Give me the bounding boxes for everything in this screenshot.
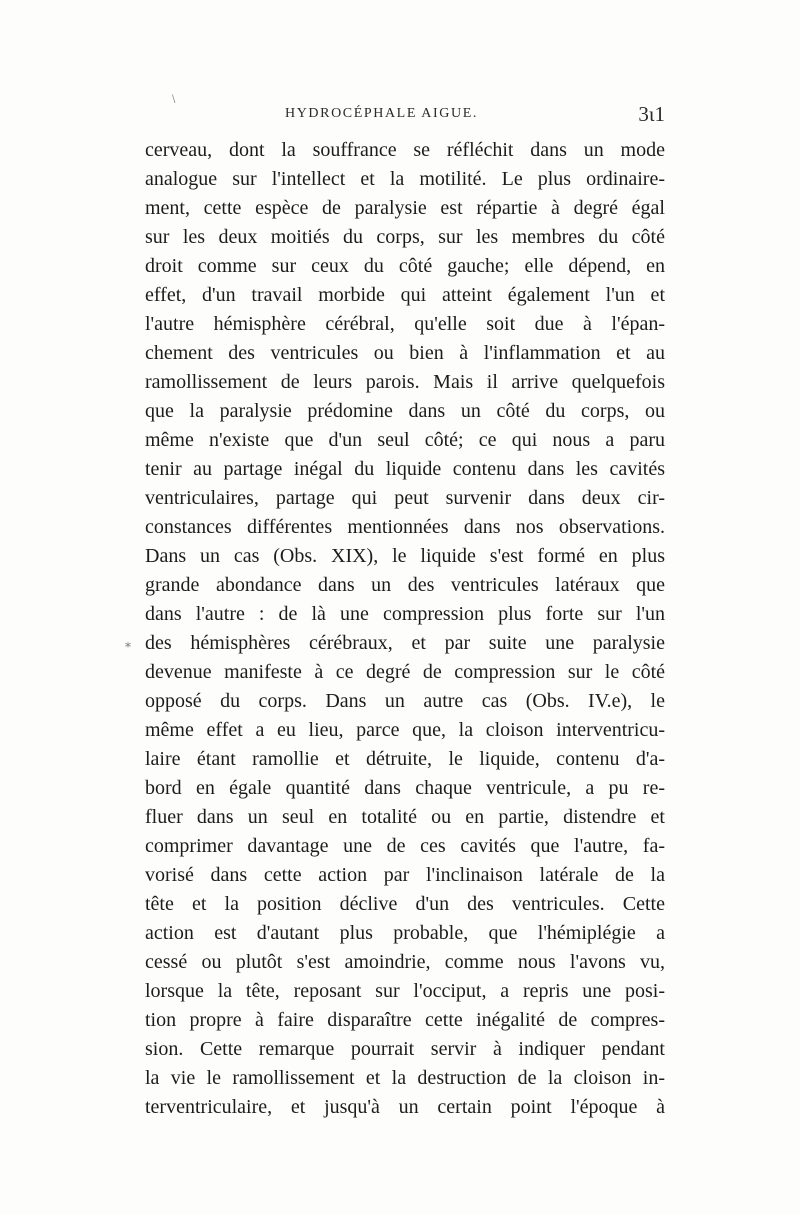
text-line: ventriculaires, partage qui peut survenir dans deux cir- [145, 487, 665, 509]
text-line: sion. Cette remarque pourrait servir à indiquer pendant [145, 1038, 665, 1060]
text-line: sur les deux moitiés du corps, sur les membres du côté [145, 226, 665, 248]
text-line: tenir au partage inégal du liquide contenu dans les cavités [145, 458, 665, 480]
text-line: des hémisphères cérébraux, et par suite une paralysie [145, 632, 665, 654]
text-line: l'autre hémisphère cérébral, qu'elle soit due à l'épan- [145, 313, 665, 335]
text-line: comprimer davantage une de ces cavités que l'autre, fa- [145, 835, 665, 857]
text-line: ment, cette espèce de paralysie est répartie à degré égal [145, 197, 665, 219]
text-line: la vie le ramollissement et la destruction de la cloison in- [145, 1067, 665, 1089]
text-line: analogue sur l'intellect et la motilité. Le plus ordinaire- [145, 168, 665, 190]
running-title: HYDROCÉPHALE AIGUE. [285, 106, 478, 121]
text-line: effet, d'un travail morbide qui atteint également l'un et [145, 284, 665, 306]
text-line: même n'existe que d'un seul côté; ce qui nous a paru [145, 429, 665, 451]
text-line: que la paralysie prédomine dans un côté du corps, ou [145, 400, 665, 422]
text-line: bord en égale quantité dans chaque ventricule, a pu re- [145, 777, 665, 799]
text-line: vorisé dans cette action par l'inclinaison latérale de la [145, 864, 665, 886]
text-line: cessé ou plutôt s'est amoindrie, comme nous l'avons vu, [145, 951, 665, 973]
body-text [145, 136, 665, 1122]
text-line: laire étant ramollie et détruite, le liquide, contenu d'a- [145, 748, 665, 770]
text-line: devenue manifeste à ce degré de compression sur le côté [145, 661, 665, 683]
text-line: ramollissement de leurs parois. Mais il arrive quelquefois [145, 371, 665, 393]
text-line: terventriculaire, et jusqu'à un certain point l'époque à [145, 1096, 665, 1118]
text-line: droit comme sur ceux du côté gauche; elle dépend, en [145, 255, 665, 277]
text-line: même effet a eu lieu, parce que, la cloison interventricu- [145, 719, 665, 741]
margin-mark: * [125, 640, 131, 654]
text-line: tête et la position déclive d'un des ventricules. Cette [145, 893, 665, 915]
margin-speck: \ [172, 94, 176, 105]
text-line: action est d'autant plus probable, que l'hémiplégie a [145, 922, 665, 944]
text-line: constances différentes mentionnées dans nos observations. [145, 516, 665, 538]
text-line: dans l'autre : de là une compression plus forte sur l'un [145, 603, 665, 625]
text-line: opposé du corps. Dans un autre cas (Obs. IV.e), le [145, 690, 665, 712]
running-head [145, 102, 665, 132]
text-line: grande abondance dans un des ventricules latéraux que [145, 574, 665, 596]
text-line: chement des ventricules ou bien à l'inflammation et au [145, 342, 665, 364]
text-line: cerveau, dont la souffrance se réfléchit dans un mode [145, 139, 665, 161]
text-line: fluer dans un seul en totalité ou en partie, distendre et [145, 806, 665, 828]
page-number: 3ɩ1 [638, 102, 665, 126]
text-line: lorsque la tête, reposant sur l'occiput, a repris une posi- [145, 980, 665, 1002]
text-line: Dans un cas (Obs. XIX), le liquide s'est formé en plus [145, 545, 665, 567]
text-line: tion propre à faire disparaître cette inégalité de compres- [145, 1009, 665, 1031]
